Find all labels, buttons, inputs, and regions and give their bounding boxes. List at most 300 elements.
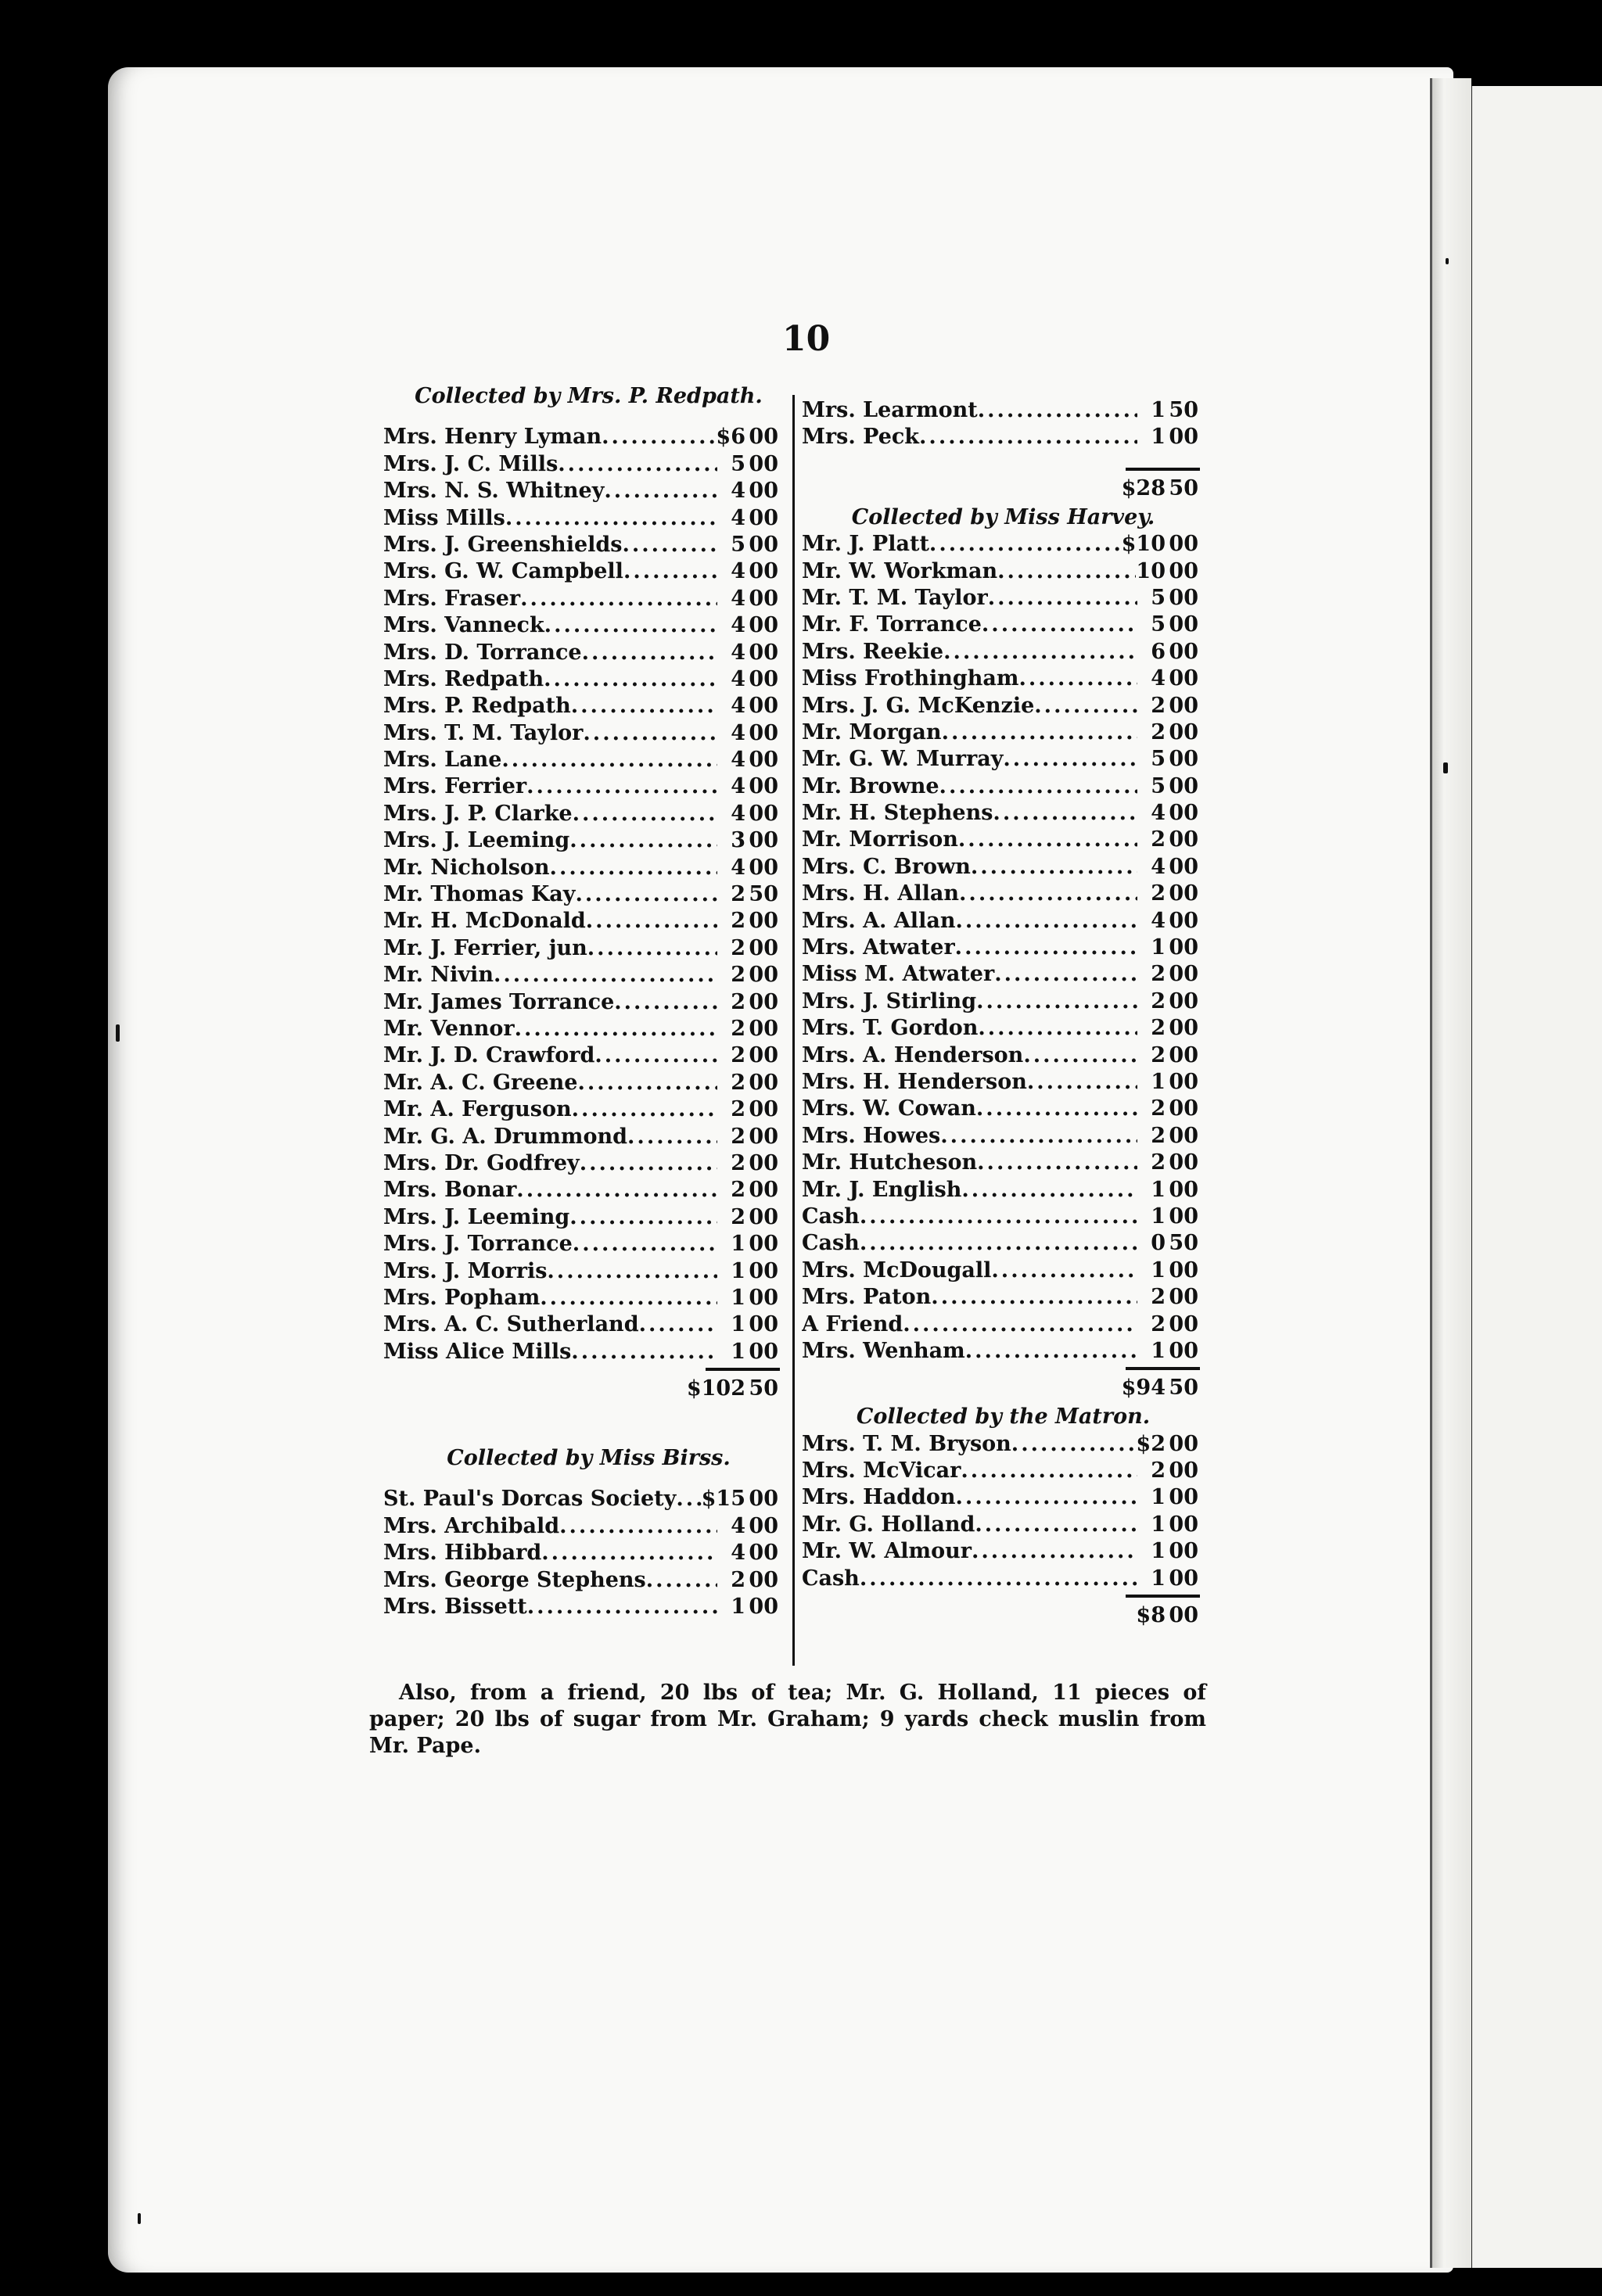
donor-name: Mrs. J. C. Mills	[383, 451, 559, 476]
entry-row	[383, 855, 794, 881]
amount-cents: 00	[1169, 693, 1198, 718]
amount-dollars: 4	[731, 694, 745, 719]
amount-cents: 00	[1169, 558, 1198, 583]
section-total	[802, 473, 1205, 504]
leader-dots	[860, 1204, 1137, 1230]
leader-dots	[997, 558, 1136, 585]
total-rule-wrap	[802, 465, 1205, 473]
amount-cents: 00	[1169, 1257, 1198, 1283]
donor-name: Mrs. N. S. Whitney	[383, 479, 605, 504]
amount-cents: 00	[749, 1016, 778, 1041]
entry-row	[383, 1285, 794, 1311]
leader-dots	[860, 1566, 1137, 1592]
entry-row	[383, 586, 794, 612]
amount-dollars: 2	[1151, 827, 1166, 852]
entry-row	[383, 1339, 794, 1365]
entry-row	[383, 505, 794, 532]
entry-row	[383, 989, 794, 1016]
entry-row	[383, 478, 794, 504]
donor-name: Mrs. J. Stirling	[802, 988, 977, 1013]
entry-row	[802, 746, 1205, 773]
entry-row	[383, 1124, 794, 1150]
leader-dots	[515, 1016, 717, 1042]
donor-name: Mrs. Hibbard	[383, 1541, 542, 1566]
leader-dots	[978, 1015, 1137, 1042]
leader-dots	[956, 1484, 1137, 1511]
amount-dollars: 2	[1151, 881, 1166, 906]
amount-dollars: 4	[731, 479, 745, 504]
amount-dollars: 4	[731, 1541, 745, 1566]
donor-name: Mrs. W. Cowan	[802, 1096, 976, 1121]
amount-cents: 00	[1169, 801, 1198, 826]
amount-dollars: 2	[731, 1124, 745, 1149]
amount-cents: 00	[749, 559, 778, 584]
amount-cents: 00	[1169, 935, 1198, 960]
amount-cents: 00	[749, 1150, 778, 1175]
donor-name: Mrs. Haddon	[802, 1485, 956, 1510]
amount-dollars: 6	[1151, 639, 1166, 664]
amount-dollars: 1	[1151, 1539, 1166, 1564]
note-paragraph: Also, from a friend, 20 lbs of tea; Mr. G. Holland, 11 pieces of paper; 20 lbs of sugar from Mr. Graham; 9 yards check muslin from Mr. Pape.	[369, 1681, 1206, 1758]
amount-cents: 00	[1169, 1016, 1198, 1041]
entry-row	[802, 1431, 1205, 1458]
amount-dollars: 2	[1151, 1096, 1166, 1121]
donor-name: Mrs. Wenham	[802, 1338, 965, 1363]
leader-dots	[501, 747, 717, 773]
amount-dollars: $15	[701, 1487, 745, 1512]
amount-dollars: 2	[731, 963, 745, 988]
amount-dollars: 1	[1151, 1566, 1166, 1591]
entry-row	[383, 666, 794, 693]
donor-name: Mr. J. Ferrier, jun	[383, 935, 587, 960]
entry-row	[383, 1513, 794, 1540]
leader-dots	[1011, 1431, 1137, 1458]
leader-dots	[1027, 1069, 1137, 1096]
amount-cents: 00	[1169, 532, 1198, 557]
amount-dollars: 2	[731, 882, 745, 907]
amount-dollars: 2	[1151, 988, 1166, 1013]
total-rule	[706, 1368, 780, 1371]
donor-name: Miss Alice Mills	[383, 1339, 572, 1364]
amount-cents: 00	[749, 748, 778, 773]
donor-name: Mr. J. Platt	[802, 532, 929, 557]
spacer	[383, 1472, 794, 1486]
amount-dollars: 1	[731, 1285, 745, 1310]
amount-dollars: 4	[731, 720, 745, 745]
amount-cents: 00	[749, 1567, 778, 1592]
amount-cents: 00	[749, 935, 778, 960]
scan-speck	[116, 1024, 120, 1042]
leader-dots	[676, 1486, 701, 1512]
leader-dots	[505, 505, 717, 532]
donor-name: Mrs. Lane	[383, 748, 502, 773]
donor-name: Mrs. J. Torrance	[383, 1232, 573, 1257]
amount-dollars: $6	[716, 425, 745, 450]
entry-row	[383, 1258, 794, 1285]
leader-dots	[971, 854, 1137, 881]
total-dollars: $28	[1121, 475, 1166, 500]
donor-name: Mr. J. English	[802, 1177, 962, 1202]
leader-dots	[994, 961, 1137, 988]
entry-row	[383, 1177, 794, 1204]
entry-row	[802, 1177, 1205, 1204]
amount-dollars: 4	[731, 748, 745, 773]
amount-dollars: 1	[1151, 1512, 1166, 1537]
amount-dollars: 1	[1151, 398, 1166, 422]
total-rule-wrap	[383, 1365, 794, 1373]
amount-cents: 00	[749, 1312, 778, 1337]
amount-dollars: 4	[731, 586, 745, 611]
leader-dots	[976, 1096, 1137, 1122]
leader-dots	[943, 639, 1137, 665]
entry-row	[802, 1512, 1205, 1538]
donor-name: St. Paul's Dorcas Society	[383, 1487, 677, 1512]
amount-dollars: 1	[731, 1595, 745, 1620]
entry-row	[383, 827, 794, 854]
leader-dots	[955, 908, 1137, 935]
amount-cents: 00	[749, 963, 778, 988]
donor-name: Mrs. J. Morris	[383, 1258, 548, 1283]
leader-dots	[903, 1311, 1137, 1338]
donor-name: Mr. Morgan	[802, 719, 942, 744]
leader-dots	[1018, 665, 1137, 692]
donor-name: Mrs. Learmont	[802, 398, 978, 422]
entry-row	[383, 693, 794, 719]
amount-cents: 00	[1169, 639, 1198, 664]
leader-dots	[958, 827, 1137, 853]
total-rule-wrap	[802, 1365, 1205, 1372]
leader-dots	[577, 1070, 717, 1096]
entry-row	[383, 801, 794, 827]
amount-cents: 00	[749, 855, 778, 880]
entry-row	[802, 397, 1205, 424]
donor-name: Mr. A. C. Greene	[383, 1070, 578, 1095]
leader-dots	[571, 1339, 717, 1365]
spacer	[383, 1405, 794, 1445]
section-heading: Collected by Miss Birss.	[447, 1446, 731, 1471]
amount-cents: 00	[749, 1541, 778, 1566]
leader-dots	[940, 1123, 1137, 1150]
amount-cents: 00	[1169, 1069, 1198, 1094]
entry-row	[802, 1069, 1205, 1096]
entry-row	[802, 693, 1205, 719]
total-dollars: $8	[1136, 1602, 1166, 1627]
amount-dollars: 4	[731, 666, 745, 691]
leader-dots	[1023, 1042, 1137, 1069]
leader-dots	[646, 1567, 717, 1594]
donor-name: Miss M. Atwater	[802, 962, 995, 987]
donor-name: Mrs. H. Allan	[802, 881, 960, 906]
donor-name: Mrs. Atwater	[802, 935, 955, 960]
entry-row	[802, 1150, 1205, 1176]
donor-name: Mrs. Redpath	[383, 666, 544, 691]
amount-dollars: 2	[731, 1070, 745, 1095]
entry-row	[383, 640, 794, 666]
amount-cents: 00	[749, 1487, 778, 1512]
leader-dots	[550, 855, 717, 881]
entry-row	[802, 1042, 1205, 1069]
amount-cents: 00	[749, 1204, 778, 1229]
amount-dollars: 2	[731, 1043, 745, 1068]
leader-dots	[982, 612, 1137, 638]
entry-row	[802, 1123, 1205, 1150]
donor-name: Mrs. J. G. McKenzie	[802, 693, 1035, 718]
donor-name: Mrs. Ferrier	[383, 774, 527, 799]
amount-dollars: 4	[1151, 854, 1166, 879]
donor-name: Mrs. Howes	[802, 1123, 941, 1148]
leader-dots	[988, 585, 1137, 612]
amount-dollars: 2	[1151, 1311, 1166, 1336]
amount-cents: 00	[1169, 1431, 1198, 1456]
page-number: 10	[782, 319, 831, 359]
section-heading: Collected by Miss Harvey.	[851, 504, 1155, 529]
leader-dots	[582, 640, 717, 666]
leader-dots	[991, 1257, 1137, 1284]
leader-dots	[975, 1512, 1137, 1538]
leader-dots	[929, 531, 1122, 558]
entry-row	[802, 531, 1205, 558]
donor-name: Mrs. Archibald	[383, 1513, 560, 1538]
amount-cents: 00	[1169, 1338, 1198, 1363]
amount-cents: 00	[749, 1043, 778, 1068]
amount-cents: 00	[1169, 1042, 1198, 1067]
amount-dollars: 1	[1151, 1204, 1166, 1229]
amount-cents: 00	[749, 1124, 778, 1149]
leader-dots	[516, 1177, 717, 1204]
donor-name: Mr. W. Almour	[802, 1539, 972, 1564]
amount-cents: 00	[749, 1070, 778, 1095]
amount-cents: 00	[1169, 747, 1198, 772]
amount-cents: 00	[1169, 1285, 1198, 1310]
adjacent-page	[1469, 86, 1602, 2268]
entry-row	[383, 881, 794, 908]
donor-name: Mrs. McVicar	[802, 1458, 961, 1483]
amount-cents: 00	[749, 1513, 778, 1538]
donor-name: Miss Frothingham	[802, 666, 1019, 691]
entry-row	[802, 935, 1205, 961]
leader-dots	[1034, 693, 1137, 719]
amount-cents: 00	[749, 479, 778, 504]
donor-name: Mrs. T. M. Bryson	[802, 1431, 1011, 1456]
leader-dots	[594, 1042, 717, 1069]
entry-row	[802, 1338, 1205, 1365]
entry-row	[802, 1284, 1205, 1311]
entry-row	[383, 1070, 794, 1096]
amount-cents: 00	[1169, 827, 1198, 852]
entry-row	[802, 800, 1205, 827]
leader-dots	[527, 1594, 717, 1620]
entry-row	[383, 1204, 794, 1231]
entry-row	[802, 1311, 1205, 1338]
donor-name: Mrs. J. P. Clarke	[383, 801, 573, 826]
entry-row	[802, 988, 1205, 1015]
leader-dots	[559, 1513, 717, 1540]
leader-dots	[571, 693, 717, 719]
amount-cents: 00	[1169, 425, 1198, 450]
amount-cents: 00	[749, 425, 778, 450]
amount-cents: 00	[749, 1339, 778, 1364]
amount-dollars: 1	[731, 1339, 745, 1364]
entry-row	[383, 720, 794, 747]
total-rule	[1126, 468, 1200, 471]
amount-dollars: 2	[731, 989, 745, 1014]
amount-dollars: 4	[731, 505, 745, 530]
amount-dollars: 1	[1151, 1257, 1166, 1283]
total-cents: 50	[1169, 1376, 1198, 1401]
total-dollars: $102	[686, 1376, 745, 1401]
entry-row	[802, 1458, 1205, 1484]
donor-name: Cash	[802, 1566, 860, 1591]
amount-cents: 00	[749, 801, 778, 826]
section-total	[802, 1600, 1205, 1631]
entry-row	[802, 558, 1205, 585]
leader-dots	[972, 1538, 1137, 1565]
amount-dollars: $2	[1136, 1431, 1166, 1456]
leader-dots	[977, 1150, 1137, 1176]
amount-cents: 00	[749, 1232, 778, 1257]
spacer	[802, 451, 1205, 465]
amount-cents: 00	[1169, 988, 1198, 1013]
leader-dots	[575, 881, 717, 908]
leader-dots	[602, 424, 716, 450]
amount-dollars: 2	[1151, 1016, 1166, 1041]
entry-row	[802, 1204, 1205, 1230]
section-heading: Collected by the Matron.	[856, 1405, 1151, 1430]
entry-row	[383, 962, 794, 988]
scan-speck	[1443, 762, 1448, 773]
entry-row	[802, 1257, 1205, 1284]
donor-name: Mrs. A. Allan	[802, 908, 956, 933]
total-rule	[1126, 1367, 1200, 1370]
amount-dollars: 1	[1151, 1069, 1166, 1094]
entry-row	[802, 585, 1205, 612]
donor-name: Mrs. George Stephens	[383, 1567, 646, 1592]
amount-dollars: 4	[731, 774, 745, 799]
amount-cents: 00	[1169, 908, 1198, 933]
leader-dots	[558, 451, 717, 478]
entry-row	[802, 1096, 1205, 1122]
left-column	[383, 383, 794, 1620]
entry-row	[802, 773, 1205, 800]
entry-row	[802, 1538, 1205, 1565]
donor-name: Mr. Hutcheson	[802, 1150, 978, 1175]
amount-cents: 00	[1169, 1485, 1198, 1510]
amount-cents: 00	[1169, 1566, 1198, 1591]
amount-dollars: 1	[1151, 1338, 1166, 1363]
leader-dots	[604, 478, 717, 504]
entry-row	[802, 1015, 1205, 1042]
leader-dots	[614, 989, 717, 1016]
total-cents: 50	[1169, 475, 1198, 500]
entry-row	[802, 827, 1205, 853]
donor-name: Mrs. C. Brown	[802, 854, 971, 879]
entry-row	[383, 1311, 794, 1338]
amount-cents: 00	[1169, 1150, 1198, 1175]
amount-cents: 00	[749, 828, 778, 853]
entry-row	[802, 424, 1205, 450]
amount-cents: 00	[749, 613, 778, 638]
entry-row	[802, 612, 1205, 638]
amount-dollars: 4	[731, 855, 745, 880]
entry-row	[383, 1567, 794, 1594]
entry-row	[383, 747, 794, 773]
amount-cents: 00	[749, 909, 778, 934]
total-rule	[1126, 1595, 1200, 1598]
donor-name: Mrs. Bissett	[383, 1595, 527, 1620]
entry-row	[383, 451, 794, 478]
amount-cents: 00	[1169, 1177, 1198, 1202]
entry-row	[802, 1484, 1205, 1511]
amount-dollars: 5	[1151, 612, 1166, 637]
amount-dollars: 2	[731, 1097, 745, 1122]
section-total	[802, 1372, 1205, 1404]
amount-dollars: 2	[1151, 1123, 1166, 1148]
amount-dollars: 5	[731, 532, 745, 557]
donor-name: Mrs. G. W. Campbell	[383, 559, 623, 584]
leader-dots	[544, 612, 717, 639]
donor-name: Mrs. T. Gordon	[802, 1016, 979, 1041]
entry-row	[802, 719, 1205, 746]
donor-name: Mr. H. Stephens	[802, 801, 993, 826]
amount-dollars: 2	[731, 1178, 745, 1203]
donor-name: Mr. G. W. Murray	[802, 747, 1004, 772]
donor-name: Mr. Morrison	[802, 827, 958, 852]
amount-cents: 50	[749, 882, 778, 907]
amount-cents: 00	[1169, 881, 1198, 906]
entry-row	[383, 908, 794, 935]
leader-dots	[978, 397, 1137, 424]
section-heading: Collected by Mrs. P. Redpath.	[415, 384, 763, 408]
amount-dollars: 4	[1151, 908, 1166, 933]
donor-name: Mr. A. Ferguson	[383, 1097, 572, 1122]
entry-row	[802, 1566, 1205, 1592]
amount-dollars: 0	[1151, 1231, 1166, 1256]
entry-row	[802, 665, 1205, 692]
donor-name: Mrs. McDougall	[802, 1257, 992, 1283]
amount-dollars: 2	[731, 1150, 745, 1175]
total-cents: 00	[1169, 1602, 1198, 1627]
amount-dollars: $10	[1121, 532, 1166, 557]
amount-cents: 00	[1169, 854, 1198, 879]
leader-dots	[622, 532, 717, 558]
amount-cents: 00	[1169, 719, 1198, 744]
amount-cents: 00	[1169, 1123, 1198, 1148]
amount-dollars: 2	[1151, 693, 1166, 718]
donor-name: Mrs. Paton	[802, 1285, 932, 1310]
leader-dots	[919, 424, 1137, 450]
leader-dots	[955, 935, 1137, 961]
leader-dots	[586, 908, 717, 935]
spacer	[383, 410, 794, 424]
entry-row	[383, 1150, 794, 1177]
entry-row	[383, 612, 794, 639]
amount-cents: 00	[1169, 585, 1198, 610]
entry-row	[802, 961, 1205, 988]
right-column	[802, 397, 1205, 1631]
donor-name: A Friend	[802, 1311, 903, 1336]
leader-dots	[520, 586, 717, 612]
donor-name: Mrs. J. Leeming	[383, 828, 570, 853]
entry-row	[802, 1230, 1205, 1257]
donor-name: Mr. F. Torrance	[802, 612, 982, 637]
entry-row	[383, 558, 794, 585]
donor-name: Mr. Thomas Kay	[383, 882, 576, 907]
amount-dollars: 2	[1151, 1042, 1166, 1067]
amount-dollars: 4	[1151, 666, 1166, 691]
amount-cents: 00	[749, 1595, 778, 1620]
donor-name: Mr. Nicholson	[383, 855, 550, 880]
amount-dollars: 2	[1151, 1150, 1166, 1175]
